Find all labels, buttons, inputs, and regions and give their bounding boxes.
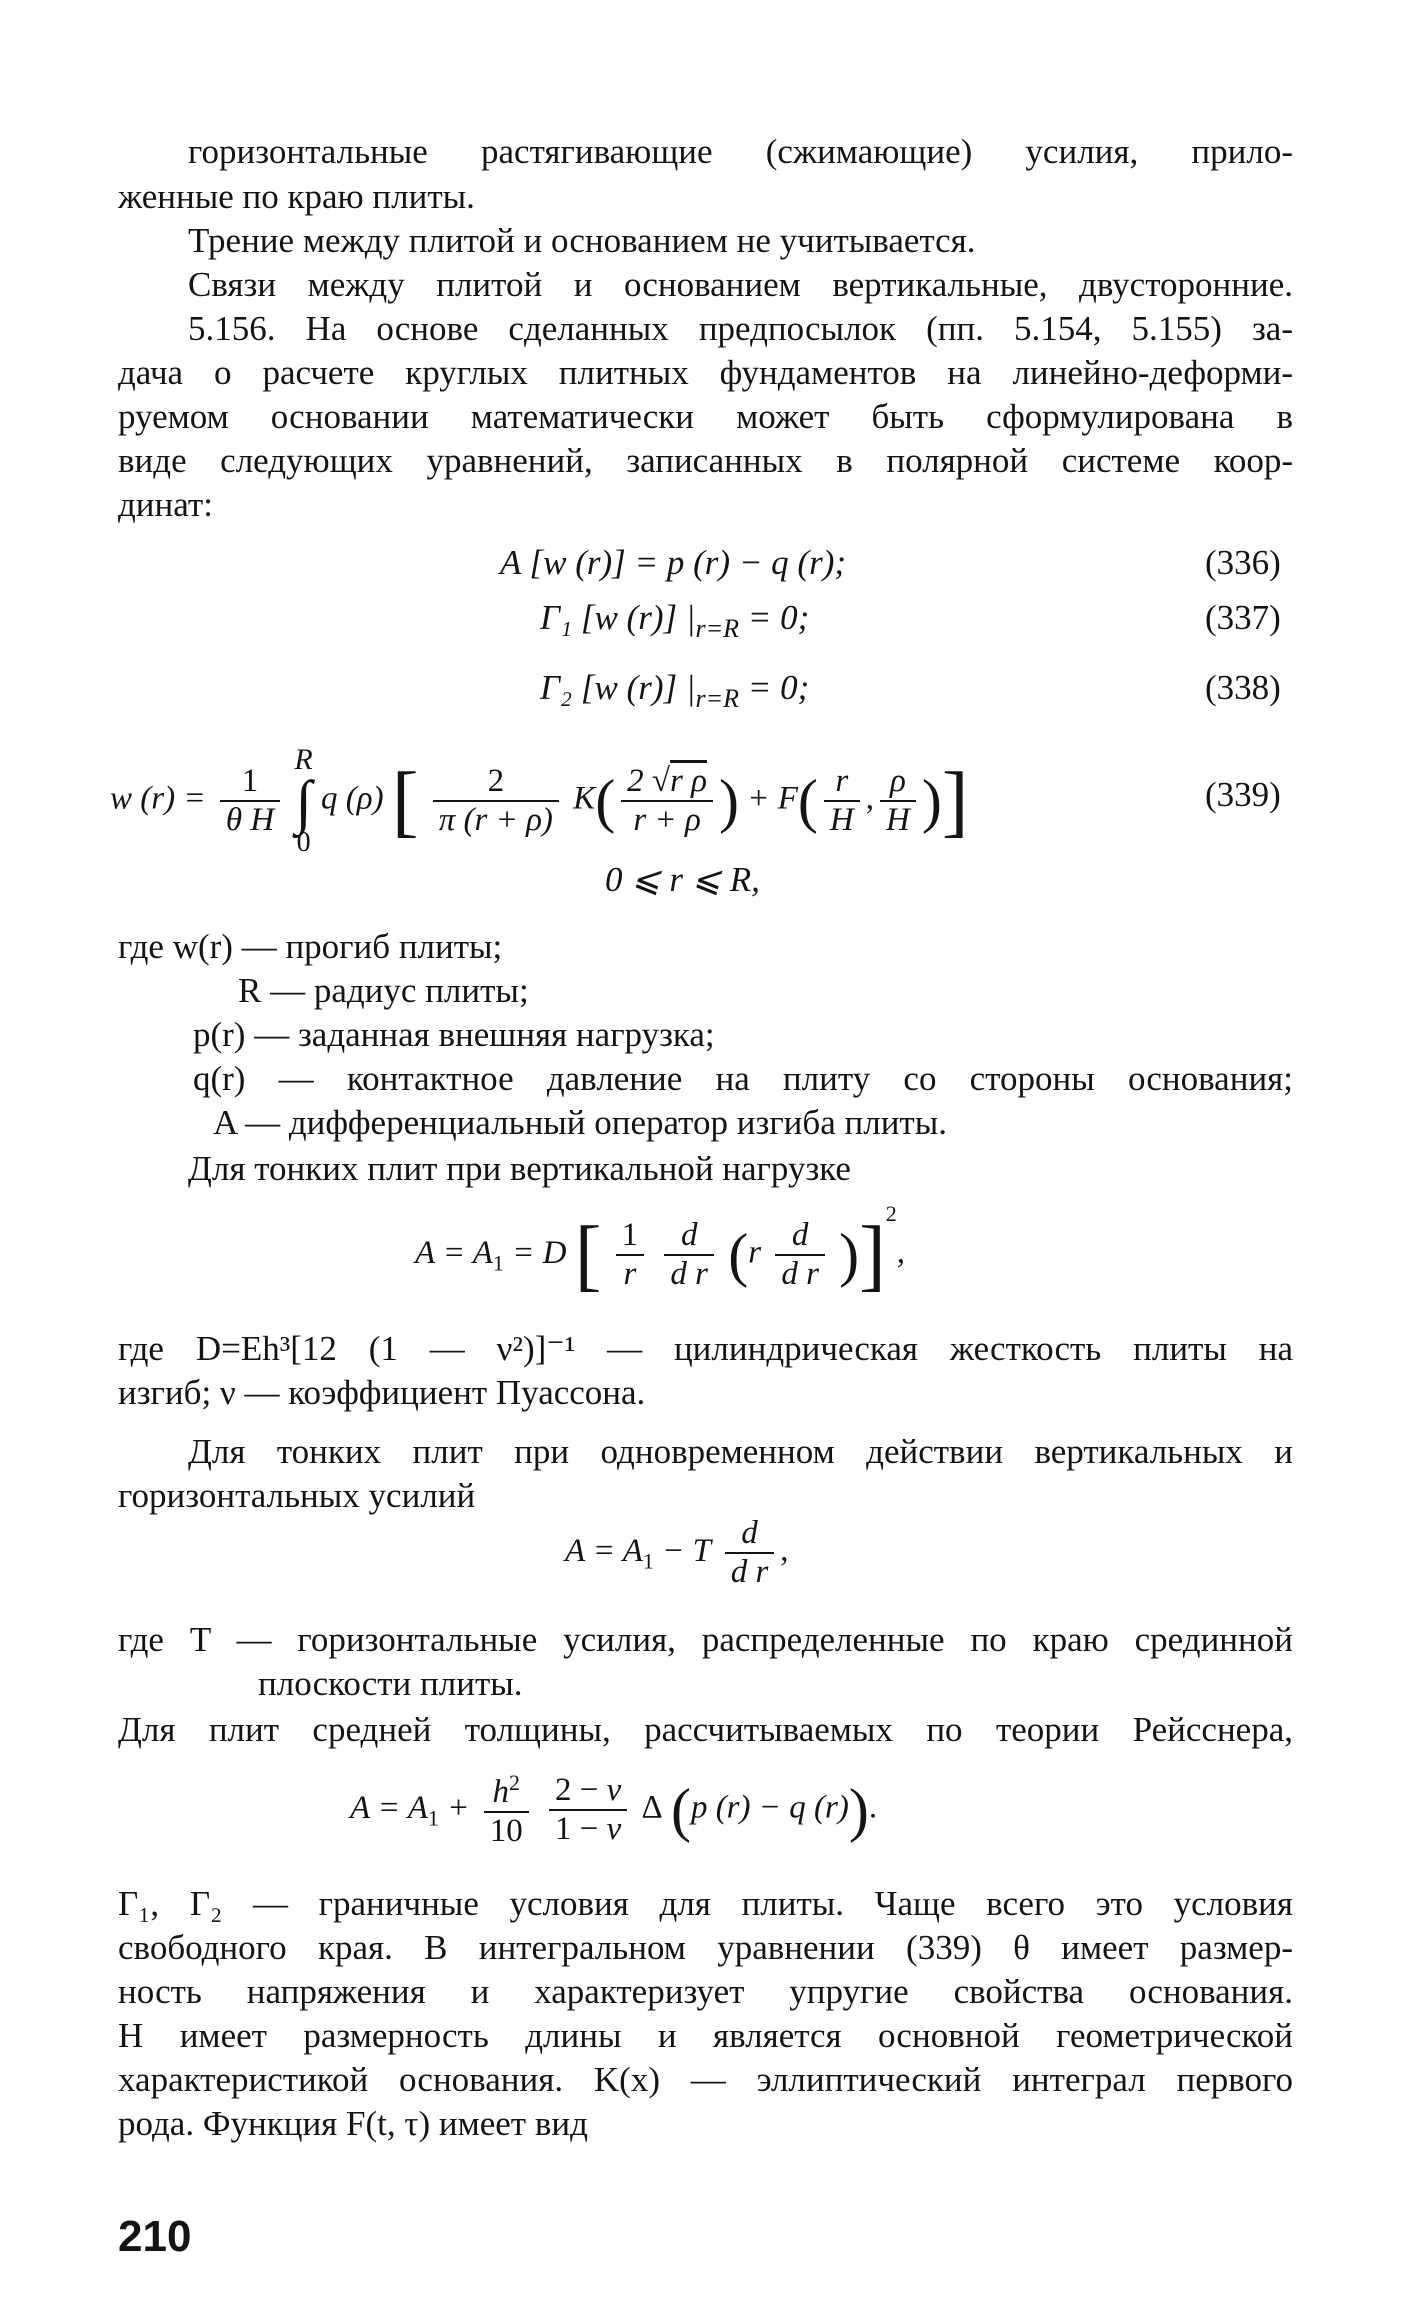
text-line: где T — горизонтальные усилия, распределенные по краю срединной	[118, 1620, 1293, 1659]
text-line: 5.156. На основе сделанных предпосылок (пп. 5.154, 5.155) за-	[188, 309, 1293, 348]
text-line: дача о расчете круглых плитных фундаментов на линейно-деформи-	[118, 353, 1293, 392]
text-line: Для тонких плит при одновременном действии вертикальных и	[188, 1432, 1293, 1471]
equation-subscript: r=R	[695, 684, 740, 713]
text-line: Γ₁, Γ₂ — граничные условия для плиты. Чаще всего это условия	[118, 1884, 1293, 1923]
equation-336: A [w (r)] = p (r) − q (r);	[500, 543, 847, 582]
definition-line: q(r) — контактное давление на плиту со стороны основания;	[193, 1059, 1293, 1098]
text-line: женные по краю плиты.	[118, 177, 475, 216]
definition-line: где w(r) — прогиб плиты;	[118, 927, 503, 966]
text-line: свободного края. В интегральном уравнении (339) θ имеет размер-	[118, 1928, 1293, 1967]
text-line: характеристикой основания. K(x) — эллиптический интеграл первого	[118, 2060, 1293, 2099]
text-line: Для плит средней толщины, рассчитываемых по теории Рейсснера,	[118, 1710, 1293, 1749]
text-line: виде следующих уравнений, записанных в полярной системе коор-	[118, 441, 1293, 480]
text-line: динат:	[118, 485, 213, 524]
equation-thin-plate-operator: $A = A_1 = D$ [ $\frac{1}{r}$ $\frac{d}{\text{d r}}$ (r $\frac{d}{\text{d r}}$ )]$^2$,	[415, 1200, 906, 1299]
equation-339: w (r) = $\frac{1}{\text{θ H}}$ R ∫ 0 q (ρ) [ $\frac{2}{\pi (r + \rho)}$ K( $\frac{\text{2 √r ρ}}{r + \rho}$ ) + F( $\frac{r}{H}$ , $\frac{\rho}{H}$ )]	[110, 743, 969, 858]
text-line: Трение между плитой и основанием не учитывается.	[188, 221, 976, 260]
equation-number: (339)	[1205, 775, 1281, 814]
text-line: рода. Функция F(t, τ) имеет вид	[118, 2104, 588, 2143]
equation-combined-operator: $A = A_1 - T$ $\frac{d}{\text{d r}}$ ,	[565, 1515, 789, 1590]
text-line: где D=Eh³[12 (1 — ν²)]⁻¹ — цилиндрическая жесткость плиты на	[118, 1329, 1293, 1368]
text-line: ность напряжения и характеризует упругие свойства основания.	[118, 1972, 1293, 2011]
equation-337	[540, 598, 809, 644]
text-line: горизонтальные растягивающие (сжимающие) усилия, прило-	[188, 132, 1293, 171]
equation-reissner-operator: $A = A_1$ + $\frac{h^2}{10}$ $\frac{2 - \nu}{1 - \nu}$ Δ (p (r) − q (r)).	[350, 1770, 878, 1849]
equation-338	[540, 668, 809, 714]
definition-line: A — дифференциальный оператор изгиба плиты.	[213, 1103, 947, 1142]
text-line: горизонтальных усилий	[118, 1476, 476, 1515]
text-line: руемом основании математически может быть сформулирована в	[118, 397, 1293, 436]
definition-line: p(r) — заданная внешняя нагрузка;	[193, 1015, 715, 1054]
text-line: H имеет размерность длины и является основной геометрической	[118, 2016, 1293, 2055]
text-line: плоскости плиты.	[258, 1664, 523, 1703]
definition-line: R — радиус плиты;	[238, 971, 529, 1010]
equation-number: (337)	[1205, 598, 1281, 637]
text-line: Для тонких плит при вертикальной нагрузке	[188, 1149, 851, 1188]
equation-range: 0 ⩽ r ⩽ R,	[605, 860, 760, 899]
equation-number: (336)	[1205, 543, 1281, 582]
page-number: 210	[118, 2212, 192, 2261]
equation-rhs: = 0;	[747, 668, 810, 707]
equation-lhs: Γ₂ [w (r)] |	[540, 668, 696, 707]
text-line: Связи между плитой и основанием вертикальные, двусторонние.	[188, 265, 1293, 304]
equation-number: (338)	[1205, 668, 1281, 707]
equation-subscript: r=R	[695, 614, 740, 643]
text-line: изгиб; ν — коэффициент Пуассона.	[118, 1373, 646, 1412]
equation-rhs: = 0;	[747, 598, 810, 637]
equation-lhs: Γ₁ [w (r)] |	[540, 598, 696, 637]
